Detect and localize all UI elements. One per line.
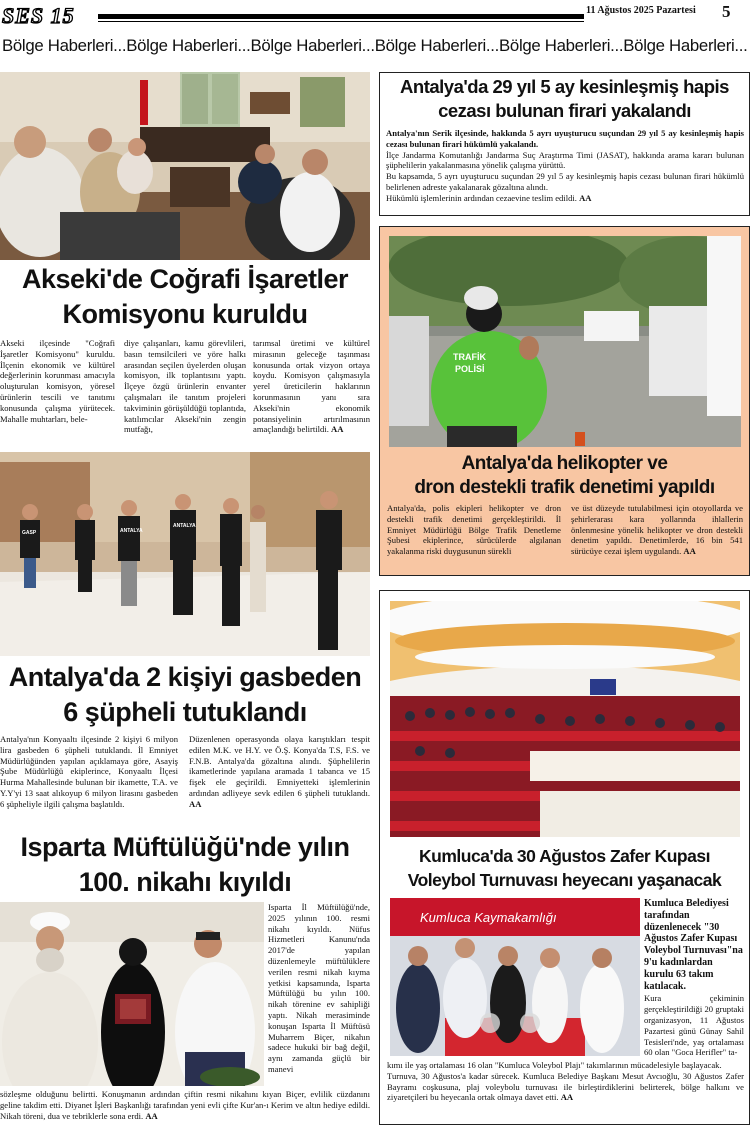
akseki-photo — [0, 72, 370, 260]
kumluca-headline-line1: Kumluca'da 30 Ağustos Zafer Kupası — [419, 846, 710, 866]
firari-signature: AA — [579, 192, 592, 203]
firari-headline — [380, 75, 749, 123]
firari-p3-wrap — [386, 193, 744, 204]
isparta-side — [268, 902, 370, 1075]
kumluca-photo-hall — [390, 601, 740, 837]
trafik-vest-text-2: POLİSİ — [455, 364, 485, 374]
firari-lead: Antalya'nın Serik ilçesinde, hakkında 5 ayrı uyuşturucu suçundan 29 yıl 5 ay kesinleşmiş hapis cezası bulunan firari hükümlü yakalandı. — [386, 128, 744, 149]
kumluca-lead: Kumluca Belediyesi tarafından düzenlenecek "30 Ağustos Zafer Kupası Voleybol Turnuvası"na 9'u kadınlardan kurulu 63 takım katılacak. — [644, 898, 743, 992]
masthead-date: 11 Ağustos 2025 Pazartesi — [586, 5, 696, 16]
kumluca-side — [644, 898, 744, 1058]
svg-text:ANTALYA: ANTALYA — [173, 523, 196, 529]
page-number: 5 — [722, 2, 731, 21]
akseki-headline — [0, 262, 370, 332]
trafik-headline-line2: dron destekli trafik denetimi yapıldı — [414, 477, 715, 498]
gasp-headline-line1: Antalya'da 2 kişiyi gasbeden — [8, 662, 362, 692]
trafik-col2 — [571, 503, 743, 557]
trafik-headline-line1: Antalya'da helikopter ve — [461, 453, 668, 474]
isparta-headline — [0, 830, 370, 900]
kumluca-photo-team — [390, 898, 640, 1056]
kumluca-backdrop-text: Kumluca Kaymakamlığı — [420, 910, 557, 925]
isparta-headline-line1: Isparta Müftülüğü'nde yılın — [20, 832, 350, 862]
firari-p2: Bu kapsamda, 5 ayrı uyuşturucu suçundan 29 yıl 5 ay kesinleşmiş hapis cezası bulunan firari hükümlü belirlenen adreste yakalanarak gözaltına alındı. — [386, 171, 744, 192]
section-banner: Bölge Haberleri...Bölge Haberleri...Bölge Haberleri...Bölge Haberleri...Bölge Haberleri...Bölge Haberleri... — [2, 36, 748, 55]
trafik-col2-text: ve üst düzeyde tutulabilmesi için otoyollarda ve şehirlerarası kara yollarında ihlallerin önlenmesine yönelik helikopter ve dron destekli denetim yapıldı. Denetimlerde, 16 bin 541 sürücüye cezai işlem uygulandı. — [571, 503, 743, 557]
trafik-photo — [389, 236, 741, 447]
akseki-col1-text: Akseki ilçesinde "Coğrafi İşaretler Komisyonu" kuruldu. İlçenin ekonomik ve kültürel değerlerinin korunması amacıyla oluşturulan komisyon, yöresel ürünlerin tescili ve tanıtımı konusunda çalışma yürütecek. Mahalle muhtarları, bele- — [0, 338, 115, 424]
kumluca-bottom-2-wrap — [387, 1071, 744, 1103]
trafik-vest-text-1: TRAFİK — [453, 352, 486, 362]
isparta-bottom-text: sözleşme olduğunu belirtti. Konuşmanın ardından çiftin resmi nikahını kıyan Biçer, evlilik cüzdanını geline takdim etti. Diyanet İşleri Başkanlığı tarafından yeni evli çifte Kur'an-ı Kerim ve altın hediye edildi. Nikah töreni, dua ve tebriklerle sona erdi. — [0, 1089, 370, 1121]
gasp-col2-text: Düzenlenen operasyonda olaya karıştıkları tespit edilen M.K. ve H.Y. ve Ö.Ş. Konya'da T.S, F.S. ve F.N.B. Antalya'da gözaltına alındı. Şüphelilerin ikametlerinde yapılana aramada 1 tabanca ve 15 fişek ele geçirildi. Emniyetteki işlemlerinin ardından adliyeye sevk edilen 6 şüpheli tutuklandı. — [189, 734, 370, 798]
masthead-rule — [98, 14, 584, 19]
masthead-rule-thin — [98, 21, 584, 22]
akseki-col3-text: tarımsal üretimi ve kültürel mirasının geleceğe taşınması konusunda ortak vizyon ortaya koydu. Komisyon çalışmasıyla yerel üreticilerin haklarının korunmasının yanı sıra Akseki'nin ekonomik potansiyelinin artırılmasının amaçlandığı belirtildi. — [253, 338, 370, 435]
kumluca-headline-line2: Voleybol Turnuvası heyecanı yaşanacak — [407, 870, 722, 890]
masthead — [0, 0, 750, 30]
isparta-side-text: Isparta İl Müftülüğü'nde, 2025 yılının 100. resmi nikahı kıyıldı. Nüfus Hizmetleri Kanunu'nda 2017'de yapılan düzenlemeyle müftülüklere verilen resmi nikah kıyma yetkisi kapsamında, Isparta Müftülüğü bu yılın 100. nikah törenine ev sahipliği yaptı. Nikah merasiminde konuşan Isparta İl Müftüsü Muharrem Biçer, nikahın sadece hukuki bir bağ değil, aynı zamanda güçlü bir manevi — [268, 902, 370, 1074]
kumluca-signature: AA — [560, 1092, 574, 1103]
akseki-headline-line1: Akseki'de Coğrafi İşaretler — [21, 264, 349, 294]
trafik-col1-text: Antalya'da, polis ekipleri helikopter ve dron destekli trafik denetimi gerçekleştirildi. İl Emniyet Müdürlüğü Bölge Trafik Denetleme Şubesi ekiplerince, sürücülerde algılanan yakalanma riski duygusunun sürekli — [387, 503, 561, 557]
trafik-signature: AA — [683, 546, 696, 557]
kumluca-headline — [380, 844, 749, 892]
isparta-photo — [0, 902, 264, 1086]
kumluca-bottom — [387, 1060, 744, 1103]
firari-headline-line2: cezası bulunan firari yakalandı — [438, 100, 691, 121]
firari-p1: İlçe Jandarma Komutanlığı Jandarma Suç Araştırma Timi (JASAT), hakkında arama kararı bulunan şüphelilerin yakalanmasına yönelik çalışma yürüttü. — [386, 149, 744, 171]
isparta-signature: AA — [145, 1110, 158, 1121]
gasp-col2 — [189, 734, 370, 810]
firari-p3: Hükümlü işlemlerinin ardından cezaevine teslim edildi. — [386, 192, 577, 203]
gasp-signature: AA — [189, 798, 202, 809]
gasp-headline — [0, 660, 370, 730]
trafik-col1 — [387, 503, 561, 557]
trafik-headline — [380, 452, 749, 500]
akseki-col3 — [253, 338, 370, 435]
kumluca-side-text: Kura çekiminin gerçekleştirildiği 20 gruptaki organizasyon, 11 Ağustos Pazartesi günü Günay Sahil Tesisleri'nde, yaş ortalaması 60 olan "Goca Herifler" ta- — [644, 993, 744, 1058]
firari-body — [386, 128, 744, 204]
gasp-headline-line2: 6 şüpheli tutuklandı — [63, 697, 307, 727]
isparta-headline-line2: 100. nikahı kıyıldı — [78, 867, 292, 897]
firari-headline-line1: Antalya'da 29 yıl 5 ay kesinleşmiş hapis — [400, 76, 729, 97]
svg-text:ANTALYA: ANTALYA — [120, 528, 143, 534]
kumluca-bottom-2: Turnuva, 30 Ağustos'a kadar sürecek. Kumluca Belediye Başkanı Mesut Avcıoğlu, 30 Ağustos Zafer Bayramı coşkusuna, plaj voleybolu turnuvası ile birleştirdiklerini belirterek, bölge halkını ve ziyaretçileri bu heyecanla ortak olmaya davet etti. — [387, 1070, 744, 1103]
akseki-col2-text: diye çalışanları, kamu görevlileri, basın temsilcileri ve yöre halkı arasından seçilen üyelerden oluşan komisyon, ilk toplantısını yaptı. İlçeye özgü ürünlerin envanter çalışmaları ile tanıtım projeleri takviminin görüşüldüğü toplantıda, katılımcılar Akseki'nin zengin mutfağı, — [124, 338, 246, 435]
akseki-signature: AA — [331, 424, 344, 435]
svg-text:GASP: GASP — [22, 530, 37, 536]
akseki-headline-line2: Komisyonu kuruldu — [62, 299, 308, 329]
akseki-col1 — [0, 338, 115, 424]
gasp-col1-text: Antalya'nın Konyaaltı ilçesinde 2 kişiyi 6 milyon lira gasbeden 6 şüpheli tutuklandı. İl Emniyet Müdürlüğünden yapılan açıklamaya göre, Asayiş Şube Müdürlüğü ekiplerince, Konyaaltı İlçesi Hurma Mahallesinde bulunan bir ikamette, T.A. ve Y.Y'yi 13 saat alıkoyup 6 milyon lirasını gasbeden 6 şüpheliyle ilgili çalışma başlatıldı. — [0, 734, 178, 809]
isparta-bottom — [0, 1089, 370, 1121]
masthead-logo: SES 15 — [2, 3, 75, 28]
kumluca-bottom-1: kımı ile yaş ortalaması 16 olan "Kumluca Voleybol Plajı" takımlarının mücadelesiyle başlayacak. — [387, 1060, 722, 1070]
gasp-photo — [0, 452, 370, 656]
akseki-col2 — [124, 338, 246, 435]
gasp-col1 — [0, 734, 178, 810]
